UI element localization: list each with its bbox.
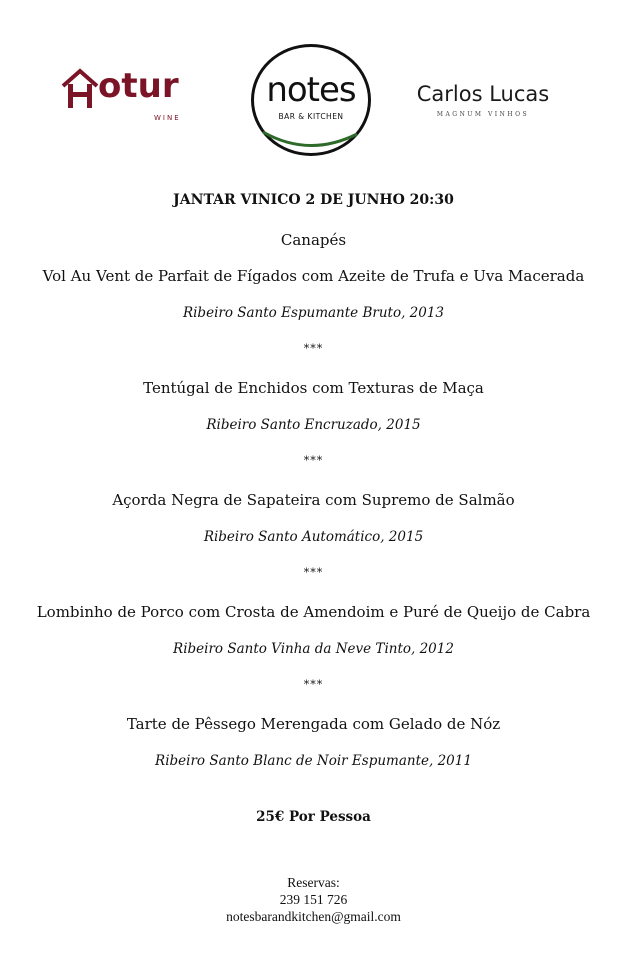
notes-subtitle: BAR & KITCHEN bbox=[278, 112, 344, 121]
price: 25€ Por Pessoa bbox=[256, 809, 371, 825]
course-wine: Ribeiro Santo Automático, 2015 bbox=[203, 529, 424, 545]
carlos-wordmark: Carlos Lucas bbox=[416, 82, 550, 106]
course-wine: Ribeiro Santo Vinha da Neve Tinto, 2012 bbox=[173, 641, 454, 657]
hotur-subtitle: WINE bbox=[154, 114, 181, 122]
swoosh-icon bbox=[257, 128, 361, 152]
separator: *** bbox=[303, 678, 324, 691]
notes-wordmark: notes bbox=[266, 70, 356, 110]
course-dish: Lombinho de Porco com Crosta de Amendoim e Puré de Queijo de Cabra bbox=[36, 603, 591, 621]
separator: *** bbox=[303, 342, 324, 355]
email-address: notesbarandkitchen@gmail.com bbox=[226, 909, 401, 924]
contact-block bbox=[0, 874, 627, 925]
course-wine: Ribeiro Santo Blanc de Noir Espumante, 2011 bbox=[155, 753, 472, 769]
separator: *** bbox=[303, 566, 324, 579]
carlos-subtitle: MAGNUM VINHOS bbox=[436, 111, 530, 118]
course-dish: Vol Au Vent de Parfait de Fígados com Azeite de Trufa e Uva Macerada bbox=[42, 267, 585, 285]
house-icon bbox=[60, 66, 100, 110]
event-title: JANTAR VINICO 2 DE JUNHO 20:30 bbox=[173, 192, 454, 208]
phone-number: 239 151 726 bbox=[279, 892, 348, 907]
course-dish: Tarte de Pêssego Merengada com Gelado de Nóz bbox=[126, 715, 501, 733]
course-wine: Ribeiro Santo Encruzado, 2015 bbox=[206, 417, 421, 433]
hotur-wine-logo bbox=[60, 64, 200, 130]
carlos-lucas-logo bbox=[405, 82, 565, 127]
canapes-heading: Canapés bbox=[280, 231, 347, 249]
course-dish: Tentúgal de Enchidos com Texturas de Maça bbox=[143, 379, 484, 397]
notes-bar-kitchen-logo bbox=[251, 44, 369, 154]
course-wine: Ribeiro Santo Espumante Bruto, 2013 bbox=[182, 305, 445, 321]
separator: *** bbox=[303, 454, 324, 467]
reservations-label: Reservas: bbox=[287, 875, 340, 890]
course-dish: Açorda Negra de Sapateira com Supremo de Salmão bbox=[112, 491, 515, 509]
hotur-wordmark: otur bbox=[98, 66, 179, 106]
